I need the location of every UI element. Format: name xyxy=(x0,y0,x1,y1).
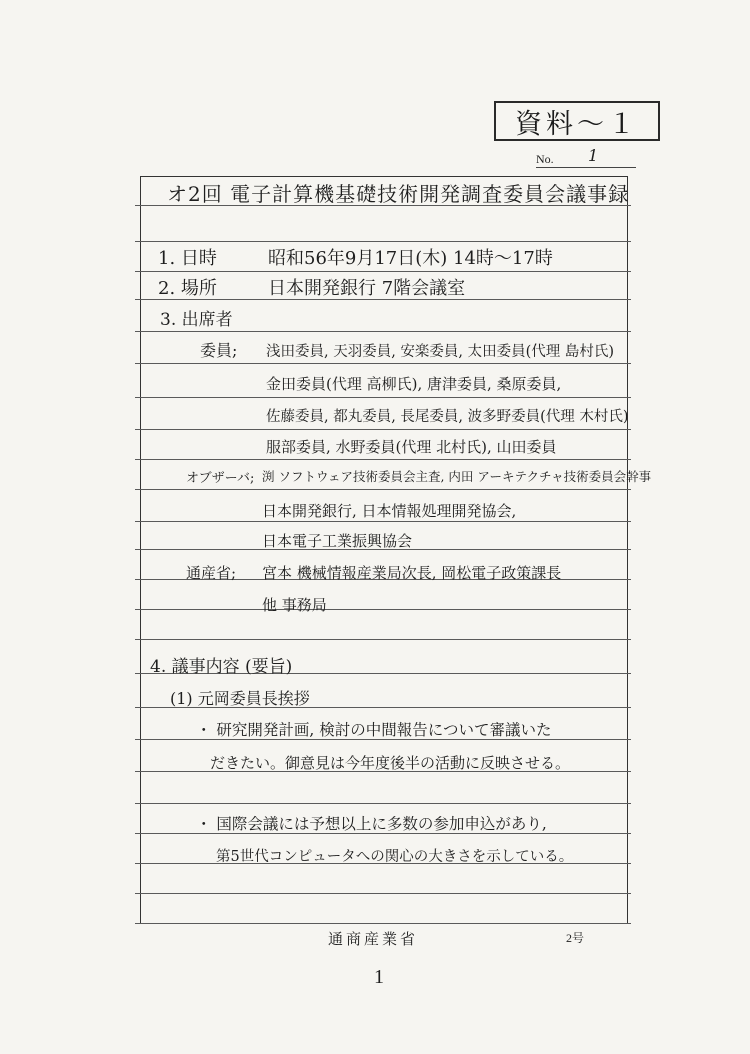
agenda-bullet-2-line-2: 第5世代コンピュータへの関心の大きさを示している。 xyxy=(216,849,574,865)
form-rule xyxy=(135,893,631,894)
members-line-2: 金田委員(代理 高柳氏), 唐津委員, 桑原委員, xyxy=(266,375,562,393)
members-line-1: 浅田委員, 天羽委員, 安楽委員, 太田委員(代理 島村氏) xyxy=(266,344,615,360)
document-number-stamp xyxy=(494,101,660,141)
observers-line-1: 渕 ソフトウェア技術委員会主査, 内田 アーキテクチャ技術委員会幹事 xyxy=(262,469,652,484)
place-label: 2. 場所 xyxy=(158,278,217,299)
agenda-bullet-1-line-1: ・ 研究開発計画, 検討の中間報告について審議いた xyxy=(196,721,552,739)
form-rule xyxy=(135,363,631,364)
agenda-subheading-1: (1) 元岡委員長挨拶 xyxy=(170,689,310,708)
miti-line-1: 宮本 機械情報産業局次長, 岡松電子政策課長 xyxy=(262,564,562,582)
document-title: オ2回 電子計算機基礎技術開発調査委員会議事録 xyxy=(167,182,630,206)
form-rule xyxy=(135,331,631,332)
date-value: 昭和56年9月17日(木) 14時～17時 xyxy=(268,248,553,269)
miti-label: 通産省; xyxy=(186,564,237,582)
form-rule xyxy=(135,397,631,398)
agenda-bullet-2-line-1: ・ 国際会議には予想以上に多数の参加申込があり, xyxy=(196,815,547,833)
form-rule xyxy=(135,609,631,610)
form-rule xyxy=(135,241,631,242)
members-line-3: 佐藤委員, 都丸委員, 長尾委員, 波多野委員(代理 木村氏) xyxy=(266,409,629,425)
miti-line-2: 他 事務局 xyxy=(262,596,327,614)
place-value: 日本開発銀行 7階会議室 xyxy=(268,278,466,299)
form-rule xyxy=(135,489,631,490)
attendees-label: 3. 出席者 xyxy=(160,310,233,330)
form-rule xyxy=(135,429,631,430)
observers-label: オブザーバ; xyxy=(186,471,255,486)
number-label: No. xyxy=(536,152,554,166)
agenda-heading: 4. 議事内容 (要旨) xyxy=(150,657,293,677)
ministry-footer: 通商産業省 xyxy=(328,930,419,948)
stamp-text: 資料～１ xyxy=(515,108,639,140)
form-rule xyxy=(135,923,631,924)
observers-line-3: 日本電子工業振興協会 xyxy=(262,532,413,550)
form-code: 2号 xyxy=(566,931,585,945)
form-rule xyxy=(135,459,631,460)
form-rule xyxy=(135,803,631,804)
members-label: 委員; xyxy=(200,341,238,360)
observers-line-2: 日本開発銀行, 日本情報処理開発協会, xyxy=(262,502,517,520)
members-line-4: 服部委員, 水野委員(代理 北村氏), 山田委員 xyxy=(266,438,557,456)
number-value: 1 xyxy=(588,146,599,165)
form-rule xyxy=(135,271,631,272)
number-field xyxy=(536,148,636,168)
agenda-bullet-1-line-2: だきたい。御意見は今年度後半の活動に反映させる。 xyxy=(210,754,571,772)
date-label: 1. 日時 xyxy=(158,248,217,269)
form-rule xyxy=(135,521,631,522)
form-rule xyxy=(135,639,631,640)
page-number: 1 xyxy=(374,966,384,988)
